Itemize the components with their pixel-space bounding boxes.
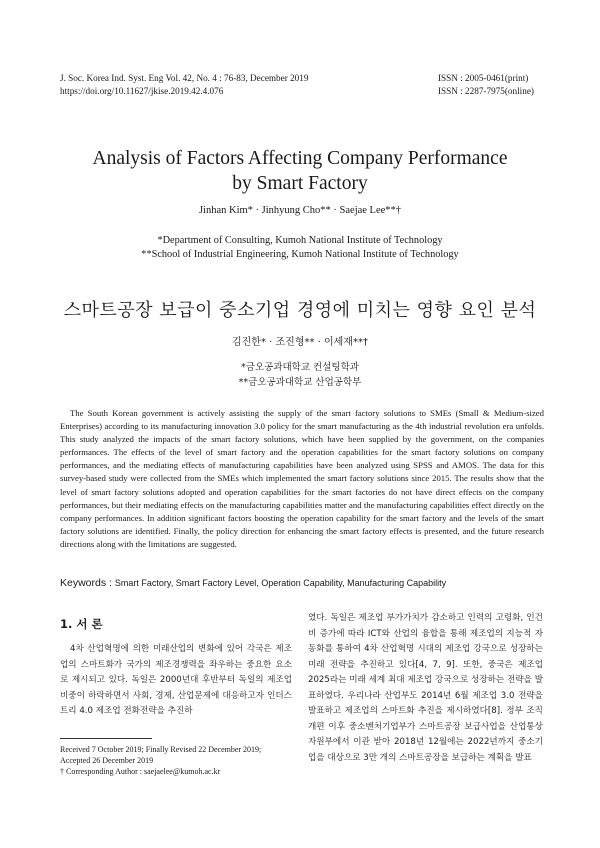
korean-title: 스마트공장 보급이 중소기업 경영에 미치는 영향 요인 분석	[63, 300, 537, 321]
doi-link[interactable]: https://doi.org/10.11627/jkise.2019.42.4.076	[60, 86, 224, 96]
korean-affiliations	[0, 360, 600, 390]
received-dates: Received 7 October 2019; Finally Revised 22 December 2019;	[60, 745, 262, 754]
journal-header	[60, 72, 360, 98]
issn-print: ISSN : 2005-0461(print)	[438, 73, 529, 83]
korean-affiliation-2: **금오공과대학교 산업공학부	[238, 377, 362, 388]
journal-citation: J. Soc. Korea Ind. Syst. Eng Vol. 42, No. 4 : 76-83, December 2019	[60, 73, 309, 83]
affiliations	[0, 234, 600, 262]
footnote-divider	[60, 738, 152, 739]
issn-block	[438, 72, 558, 98]
keywords-label: Keywords :	[60, 577, 115, 589]
affiliation-2: **School of Industrial Engineering, Kumoh National Institute of Technology	[141, 249, 459, 260]
body-right-column: 였다. 독일은 제조업 부가가치가 감소하고 인력의 고령화, 인건비 증가에 따라 ICT와 산업의 융합을 통해 제조업의 지능적 자동화를 통하여 4차 산업혁명 시대의 제조업 강국으로 성장하는 미래 전략을 추진하고 있다[4, 7, 9]. 또한, 중국은 제조업 2025라는 미래 세계 최대 제조업 강국으로 성장하는 전략을 발표하였다. 우리나라 산업부도 2014년 6월 제조업 3.0 전략을 발표하고 제조업의 스마트화 추진을 제시하였다[8]. 정부 조직개편 이후 중소벤처기업부가 스마트공장 보급사업을 산업통상자원부에서 이관 받아 2018년 12월에는 2022년까지 중소기업을 대상으로 3만 개의 스마트공장을 보급하는 계획을 발표	[308, 613, 543, 763]
korean-affiliation-1: *금오공과대학교 컨설팅학과	[241, 362, 359, 373]
section-title: 1. 서 론	[60, 617, 103, 631]
authors: Jinhan Kim* · Jinhyung Cho** · Saejae Lee**†	[198, 205, 402, 216]
accepted-date: Accepted 26 December 2019	[60, 756, 154, 765]
paper-title	[0, 146, 600, 196]
keywords-text: Smart Factory, Smart Factory Level, Operation Capability, Manufacturing Capability	[114, 578, 447, 588]
affiliation-1: *Department of Consulting, Kumoh National Institute of Technology	[157, 235, 443, 246]
title-line-2: by Smart Factory	[232, 173, 368, 194]
keywords	[60, 577, 550, 589]
footnote	[60, 744, 300, 777]
body-left-column: 4차 산업혁명에 의한 미래산업의 변화에 있어 각국은 제조업의 스마트화가 국가의 제조경쟁력을 좌우하는 중요한 요소로 제시되고 있다. 독일은 2000년대 후반부터 독일의 제조업 비중이 하락하면서 사회, 경제, 산업문제에 대응하고자 인더스트리 4.0 제조업 전화전략을 추진하	[60, 644, 292, 716]
issn-online: ISSN : 2287-7975(online)	[438, 86, 534, 96]
korean-authors: 김진한* · 조진형** · 이세재**†	[231, 337, 368, 348]
abstract: The South Korean government is actively assisting the supply of the smart factory solutions to SMEs (Small & Medium-sized Enterprises) according to its manufacturing innovation 3.0 policy for the smart manufacturing as the 4th industrial revolution era unfolds. This study analyzed the impacts of the smart factory solutions, which have been supplied by the government, on the companies performances. The effects of the level of smart factory and the operation capabilities for the smart factory solutions on company performances, and the mediating effects of manufacturing capabilities have been analyzed using SPSS and AMOS. The data for this survey-based study were collected from the SMEs which implemented the smart factory solutions since 2015. The results show that the level of smart factory solutions adopted and operation capabilities for the smart factories do not have direct effects on the company performances, but their mediating effects on the manufacturing capabilities matter and the manufacturing capabilities effect directly on the company performances. In addition significant factors boosting the operation capability for the smart factory and the levels of the smart factory solutions are identified. Finally, the policy direction for enhancing the smart factory effects is presented, and the future research directions along with the limitations are suggested.	[60, 408, 544, 549]
title-line-1: Analysis of Factors Affecting Company Performance	[92, 148, 508, 169]
corresponding-author: † Corresponding Author : saejaelee@kumoh.ac.kr	[60, 767, 221, 776]
